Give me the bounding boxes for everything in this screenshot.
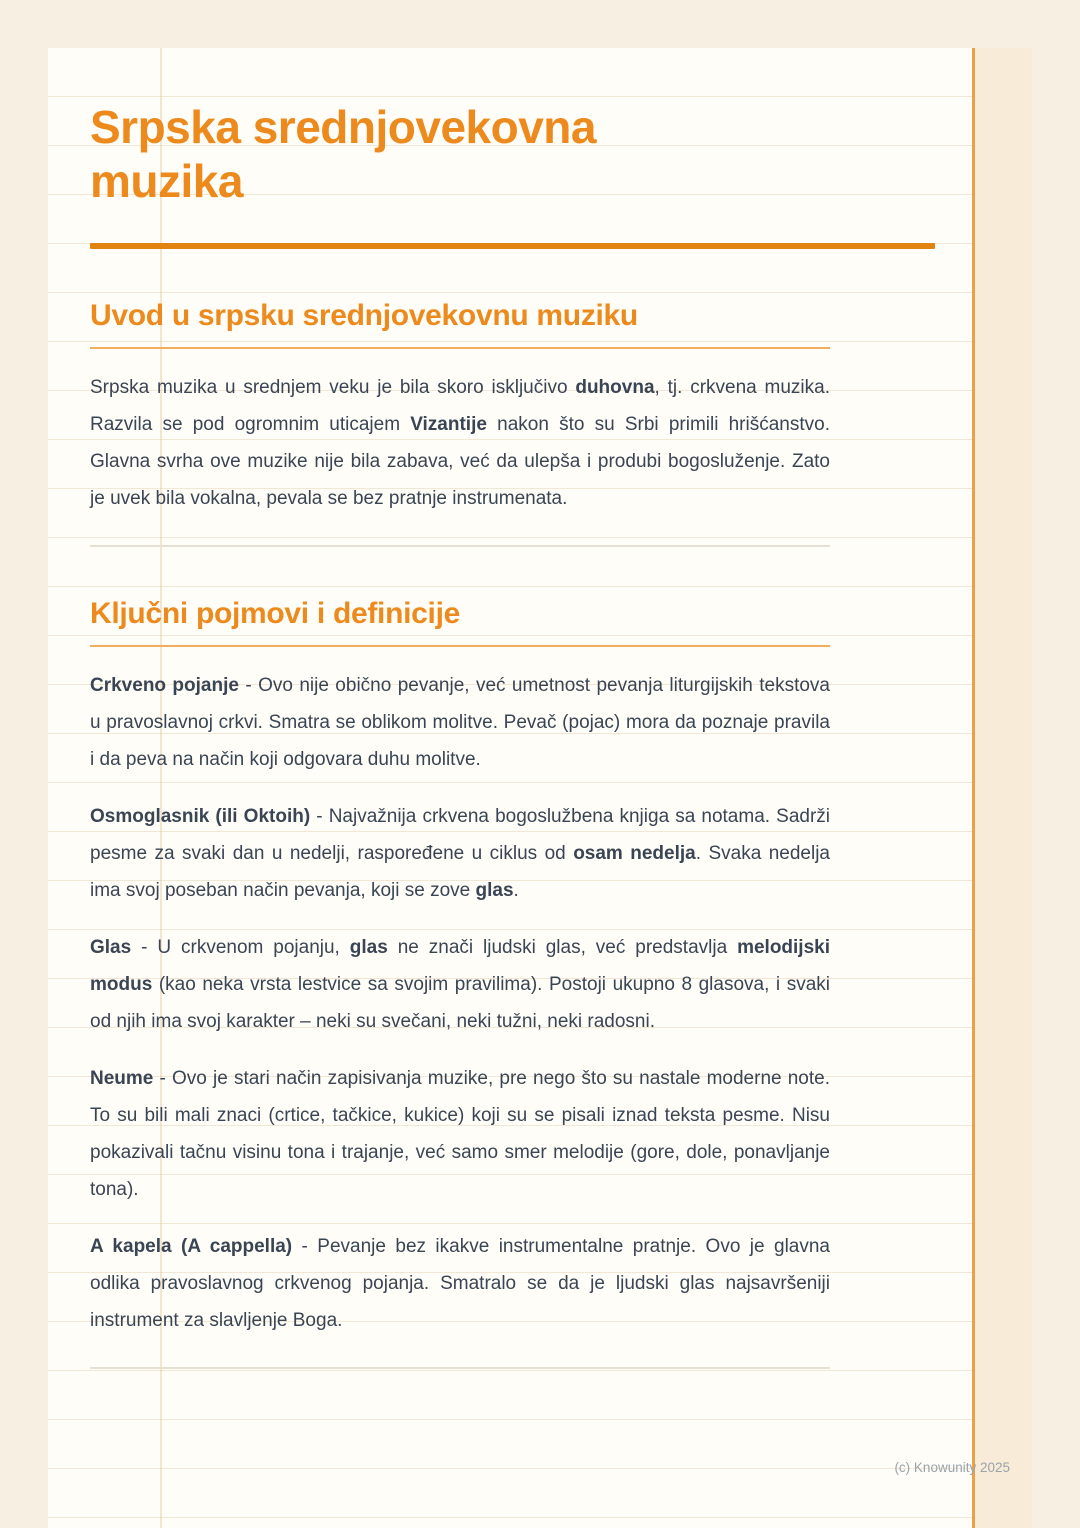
bold-term: A kapela (A cappella) <box>90 1235 293 1257</box>
paragraph <box>90 798 830 909</box>
text-run: , tj. crkvena muzika. Razvila se pod ogromnim uticajem <box>90 376 831 435</box>
section <box>90 597 1032 1369</box>
bold-term: osam nedelja <box>573 842 696 864</box>
sections <box>90 299 1032 1369</box>
page-title-line-1: Srpska srednjovekovna <box>90 101 596 153</box>
title-rule <box>90 243 935 249</box>
bold-term: glas <box>349 936 388 958</box>
page-title <box>90 100 1032 209</box>
notebook-paper <box>48 48 1032 1528</box>
text-run: - U crkvenom pojanju, <box>131 936 350 958</box>
bold-term: melodijski modus <box>90 936 830 995</box>
text-run: Srpska muzika u srednjem veku je bila skoro isključivo <box>90 376 576 398</box>
text-run: - Najvažnija crkvena bogoslužbena knjiga sa notama. Sadrži pesme za svaki dan u nedelji, raspoređene u ciklus od <box>90 805 831 864</box>
page-title-line-2: muzika <box>90 155 243 208</box>
copyright-text: (c) Knowunity 2025 <box>894 1460 1010 1475</box>
text-run: - Pevanje bez ikakve instrumentalne pratnje. Ovo je glavna odlika pravoslavnog crkvenog pojanja. Smatralo se da je ljudski glas najsavršeniji instrument za slavljenje Boga. <box>90 1235 830 1331</box>
text-run: (kao neka vrsta lestvice sa svojim pravilima). Postoji ukupno 8 glasova, i svaki od njih ima svoj karakter – neki su svečani, neki tužni, neki radosni. <box>90 973 830 1032</box>
text-run: - Ovo nije obično pevanje, već umetnost pevanja liturgijskih tekstova u pravoslavnoj crkvi. Smatra se oblikom molitve. Pevač (pojac) mora da poznaje pravila i da peva na način koji odgovara duhu molitve. <box>90 674 830 770</box>
section <box>90 299 1032 547</box>
paragraph <box>90 369 830 517</box>
bold-term: glas <box>475 879 514 901</box>
paragraph <box>90 1228 830 1339</box>
section-heading-underline <box>90 645 830 647</box>
section-heading-underline <box>90 347 830 349</box>
bold-term: duhovna <box>575 376 655 398</box>
bold-term: Glas <box>90 936 132 958</box>
paragraph <box>90 1060 830 1208</box>
bold-term: Crkveno pojanje <box>90 674 239 696</box>
text-run: . Svaka nedelja ima svoj poseban način pevanja, koji se zove <box>90 842 830 901</box>
paragraph <box>90 667 830 778</box>
bold-term: Vizantije <box>410 413 487 435</box>
text-run: . <box>513 879 519 901</box>
text-run: ne znači ljudski glas, već predstavlja <box>387 936 738 958</box>
section-divider <box>90 545 830 547</box>
document-content <box>48 48 1032 1369</box>
bold-term: Neume <box>90 1067 154 1089</box>
section-heading: Uvod u srpsku srednjovekovnu muziku <box>90 298 638 332</box>
text-run: nakon što su Srbi primili hrišćanstvo. Glavna svrha ove muzike nije bila zabava, već da ulepša i produbi bogosluženje. Zato je uvek bila vokalna, pevala se bez pratnje instrumenata. <box>90 413 830 509</box>
section-heading: Ključni pojmovi i definicije <box>90 596 460 630</box>
text-run: - Ovo je stari način zapisivanja muzike, pre nego što su nastale moderne note. To su bili mali znaci (crtice, tačkice, kukice) koji su se pisali iznad teksta pesme. Nisu pokazivali tačnu visinu tona i trajanje, već samo smer melodije (gore, dole, ponavljanje tona). <box>90 1067 830 1200</box>
section-divider <box>90 1367 830 1369</box>
paragraph <box>90 929 830 1040</box>
bold-term: Osmoglasnik (ili Oktoih) <box>90 805 311 827</box>
